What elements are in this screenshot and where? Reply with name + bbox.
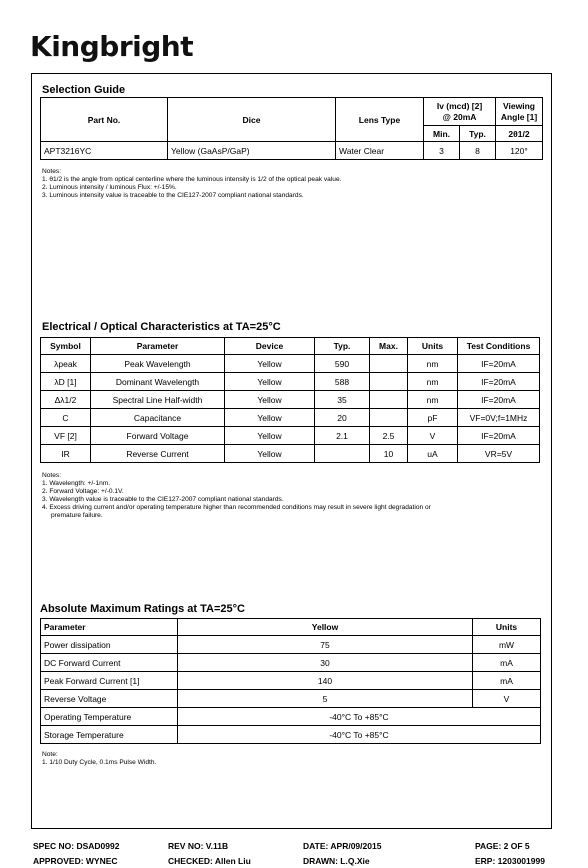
header-max: Max. — [370, 338, 408, 355]
cell-typ: 2.1 — [315, 427, 370, 445]
cell-symbol: Δλ1/2 — [41, 391, 91, 409]
cell-parameter: Reverse Current — [91, 445, 225, 463]
cell-units: V — [473, 690, 541, 708]
cell-units: mA — [473, 672, 541, 690]
cell-parameter: Power dissipation — [41, 636, 178, 654]
table-row — [41, 445, 540, 463]
cell-parameter: Capacitance — [91, 409, 225, 427]
footer-drawn: DRAWN: L.Q.Xie — [303, 856, 370, 866]
cell-test-conditions: VF=0V;f=1MHz — [458, 409, 540, 427]
table-row — [41, 427, 540, 445]
note-line: 3. Luminous intensity value is traceable to the CIE127-2007 compliant national standards. — [42, 192, 304, 199]
cell-symbol: IR — [41, 445, 91, 463]
cell-typ: 35 — [315, 391, 370, 409]
cell-max — [370, 373, 408, 391]
header-part-no: Part No. — [41, 98, 168, 142]
cell-lens-type: Water Clear — [336, 142, 424, 160]
header-iv: Iv (mcd) [2] @ 20mA — [424, 98, 496, 126]
note-line: Notes: — [42, 472, 62, 479]
footer-page: PAGE: 2 OF 5 — [475, 841, 530, 851]
cell-device: Yellow — [225, 409, 315, 427]
table-row — [41, 690, 541, 708]
cell-symbol: λD [1] — [41, 373, 91, 391]
table-row — [41, 654, 541, 672]
note-line: 1. Wavelength: +/-1nm. — [42, 480, 111, 487]
cell-symbol: VF [2] — [41, 427, 91, 445]
table-row — [41, 708, 541, 726]
table-row — [41, 355, 540, 373]
cell-parameter: Storage Temperature — [41, 726, 178, 744]
absolute-ratings-title: Absolute Maximum Ratings at TA=25°C — [40, 603, 245, 615]
cell-symbol: λpeak — [41, 355, 91, 373]
cell-value: -40°C To +85°C — [178, 708, 541, 726]
cell-parameter: Dominant Wavelength — [91, 373, 225, 391]
cell-parameter: Peak Forward Current [1] — [41, 672, 178, 690]
cell-typ: 20 — [315, 409, 370, 427]
cell-device: Yellow — [225, 373, 315, 391]
footer-spec-no: SPEC NO: DSAD0992 — [33, 841, 120, 851]
cell-units: nm — [408, 373, 458, 391]
footer-rev-no: REV NO: V.11B — [168, 841, 229, 851]
cell-parameter: DC Forward Current — [41, 654, 178, 672]
cell-typ: 590 — [315, 355, 370, 373]
cell-device: Yellow — [225, 391, 315, 409]
note-line: Note: — [42, 751, 58, 758]
cell-test-conditions: VR=5V — [458, 445, 540, 463]
cell-max — [370, 391, 408, 409]
cell-dice: Yellow (GaAsP/GaP) — [168, 142, 336, 160]
cell-value: 75 — [178, 636, 473, 654]
header-viewing-angle: Viewing Angle [1] — [496, 98, 543, 126]
note-line: 2. Luminous intensity / luminous Flux: +/-15%. — [42, 184, 177, 191]
electrical-title: Electrical / Optical Characteristics at TA=25°C — [42, 321, 281, 333]
electrical-table — [40, 337, 540, 463]
cell-min: 3 — [424, 142, 460, 160]
table-row — [41, 409, 540, 427]
cell-parameter: Spectral Line Half-width — [91, 391, 225, 409]
header-yellow: Yellow — [178, 619, 473, 636]
selection-guide-notes — [42, 168, 341, 200]
cell-units: mW — [473, 636, 541, 654]
cell-units: V — [408, 427, 458, 445]
cell-device: Yellow — [225, 355, 315, 373]
selection-guide-table — [40, 97, 543, 160]
header-units: Units — [473, 619, 541, 636]
cell-units: nm — [408, 391, 458, 409]
cell-parameter: Peak Wavelength — [91, 355, 225, 373]
cell-max: 10 — [370, 445, 408, 463]
cell-test-conditions: IF=20mA — [458, 427, 540, 445]
footer-erp: ERP: 1203001999 — [475, 856, 545, 866]
header-typ: Typ. — [460, 126, 496, 142]
note-line: 1. θ1/2 is the angle from optical centerline where the luminous intensity is 1/2 of the optical peak value. — [42, 176, 342, 183]
brand-logo: Kingbright — [30, 30, 194, 63]
cell-typ: 8 — [460, 142, 496, 160]
cell-parameter: Reverse Voltage — [41, 690, 178, 708]
cell-value: -40°C To +85°C — [178, 726, 541, 744]
header-two-theta: 2θ1/2 — [496, 126, 543, 142]
note-line: 3. Wavelength value is traceable to the CIE127-2007 compliant national standards. — [42, 496, 284, 503]
table-row — [41, 142, 543, 160]
cell-units: mA — [473, 654, 541, 672]
cell-max — [370, 409, 408, 427]
cell-test-conditions: IF=20mA — [458, 373, 540, 391]
cell-test-conditions: IF=20mA — [458, 355, 540, 373]
note-line: premature failure. — [51, 512, 103, 519]
cell-symbol: C — [41, 409, 91, 427]
footer-checked: CHECKED: Allen Liu — [168, 856, 251, 866]
cell-value: 140 — [178, 672, 473, 690]
selection-guide-title: Selection Guide — [42, 84, 126, 96]
cell-max — [370, 355, 408, 373]
cell-device: Yellow — [225, 427, 315, 445]
note-line: 2. Forward Voltage: +/-0.1V. — [42, 488, 124, 495]
cell-value: 5 — [178, 690, 473, 708]
cell-typ — [315, 445, 370, 463]
cell-device: Yellow — [225, 445, 315, 463]
cell-parameter: Operating Temperature — [41, 708, 178, 726]
cell-test-conditions: IF=20mA — [458, 391, 540, 409]
cell-angle: 120° — [496, 142, 543, 160]
cell-part-no: APT3216YC — [41, 142, 168, 160]
table-row — [41, 726, 541, 744]
header-min: Min. — [424, 126, 460, 142]
table-row — [41, 636, 541, 654]
cell-units: nm — [408, 355, 458, 373]
header-units: Units — [408, 338, 458, 355]
note-line: 4. Excess driving current and/or operating temperature higher than recommended conditions may result in severe light degradation or — [42, 504, 431, 511]
cell-typ: 588 — [315, 373, 370, 391]
table-row — [41, 391, 540, 409]
note-line: Notes: — [42, 168, 62, 175]
cell-units: pF — [408, 409, 458, 427]
header-typ: Typ. — [315, 338, 370, 355]
cell-units: uA — [408, 445, 458, 463]
footer-date: DATE: APR/09/2015 — [303, 841, 382, 851]
header-test-conditions: Test Conditions — [458, 338, 540, 355]
header-lens-type: Lens Type — [336, 98, 424, 142]
header-device: Device — [225, 338, 315, 355]
footer-approved: APPROVED: WYNEC — [33, 856, 118, 866]
header-symbol: Symbol — [41, 338, 91, 355]
header-parameter: Parameter — [41, 619, 178, 636]
electrical-notes — [42, 472, 431, 520]
header-parameter: Parameter — [91, 338, 225, 355]
note-line: 1. 1/10 Duty Cycle, 0.1ms Pulse Width. — [42, 759, 157, 766]
table-row — [41, 373, 540, 391]
table-row — [41, 672, 541, 690]
cell-parameter: Forward Voltage — [91, 427, 225, 445]
cell-value: 30 — [178, 654, 473, 672]
absolute-ratings-notes — [42, 751, 156, 767]
header-dice: Dice — [168, 98, 336, 142]
absolute-ratings-table — [40, 618, 541, 744]
cell-max: 2.5 — [370, 427, 408, 445]
